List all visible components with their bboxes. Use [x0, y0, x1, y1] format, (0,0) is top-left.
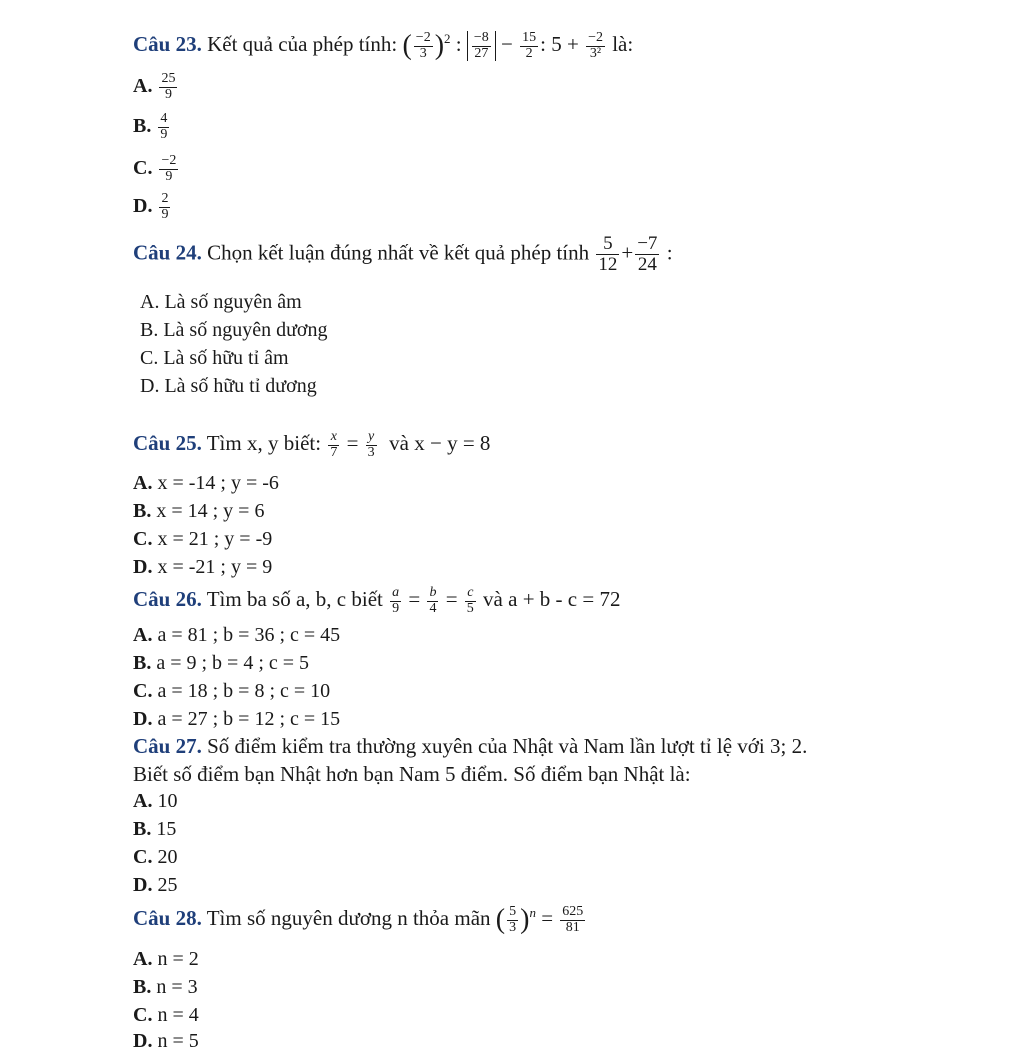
option-label: C. — [133, 156, 153, 179]
question-28 — [133, 904, 587, 936]
fraction-625-over-81: $\frac{625}{81}$ — [562, 903, 584, 935]
close-paren: ) — [520, 904, 530, 935]
option-label: D. — [133, 556, 153, 578]
q23-option-a[interactable] — [133, 72, 179, 102]
option-fraction: $\frac{25}{9}$ — [161, 71, 176, 102]
option-label: B. — [133, 818, 152, 840]
q24-option-a[interactable]: A. Là số nguyên âm — [140, 291, 302, 313]
q24-option-b[interactable]: B. Là số nguyên dương — [140, 319, 328, 341]
option-label: D. — [133, 708, 153, 730]
option-fraction: $\frac{2}{9}$ — [161, 191, 169, 222]
equals-sign: = — [408, 587, 421, 611]
option-label: A. — [133, 472, 153, 494]
q25-option-c[interactable] — [133, 528, 272, 551]
question-26 — [133, 586, 620, 616]
option-fraction: $\frac{-2}{9}$ — [161, 153, 177, 184]
question-23-text: Kết quả của phép tính: — [207, 31, 398, 56]
question-27 — [133, 734, 807, 759]
option-text: n = 4 — [157, 1004, 199, 1026]
q27-option-b[interactable] — [133, 818, 176, 841]
question-24 — [133, 234, 673, 275]
open-paren: ( — [495, 904, 506, 935]
option-label: C. — [133, 528, 153, 550]
q25-option-d[interactable] — [133, 556, 272, 579]
question-25-tail: và x − y = 8 — [389, 431, 491, 455]
question-28-text: Tìm số nguyên dương n thỏa mãn — [206, 905, 491, 930]
question-23-tail: là: — [612, 31, 634, 56]
fraction-c-over-5: $\frac{c}{5}$ — [466, 585, 474, 616]
fraction-minus2-over-3: $\frac{-2}{3}$ — [415, 29, 431, 61]
fraction-minus8-over-27: $\frac{-8}{27}$ — [473, 29, 489, 61]
question-26-number: Câu 26. — [133, 587, 202, 611]
fraction-minus2-over-3sq: $\frac{-2}{\text{3²}}$ — [588, 29, 603, 61]
question-26-tail: và a + b - c = 72 — [483, 587, 621, 611]
option-fraction: $\frac{4}{9}$ — [160, 111, 168, 142]
question-25-number: Câu 25. — [133, 431, 202, 455]
fraction-b-over-4: $\frac{b}{4}$ — [429, 585, 437, 616]
question-24-number: Câu 24. — [133, 240, 202, 265]
question-25-text: Tìm x, y biết: — [206, 431, 322, 455]
q23-option-c[interactable] — [133, 154, 180, 184]
minus-sign: − — [501, 31, 513, 56]
q28-option-b[interactable] — [133, 976, 198, 999]
fraction-a-over-9: $\frac{a}{9}$ — [392, 585, 400, 616]
question-27-line-2: Biết số điểm bạn Nhật hơn bạn Nam 5 điểm. Số điểm bạn Nhật là: — [133, 762, 691, 786]
equals-sign: = — [445, 587, 458, 611]
option-label: B. — [133, 500, 152, 522]
option-label: A. — [133, 624, 153, 646]
option-text: a = 81 ; b = 36 ; c = 45 — [157, 624, 341, 646]
q23-option-d[interactable] — [133, 192, 172, 222]
question-23-number: Câu 23. — [133, 31, 202, 56]
option-text: n = 5 — [157, 1030, 199, 1052]
exponent-n: n — [529, 904, 536, 920]
option-label: B. — [133, 114, 152, 137]
option-text: 10 — [157, 790, 178, 812]
q28-option-d[interactable] — [133, 1030, 199, 1053]
plus-sign: + — [621, 240, 634, 265]
question-24-tail: : — [666, 240, 673, 265]
option-label: C. — [133, 846, 153, 868]
fraction-x-over-7: $\frac{x}{7}$ — [330, 429, 338, 460]
close-paren: ) — [434, 30, 445, 61]
q27-option-d[interactable] — [133, 874, 177, 897]
equals-sign: = — [541, 905, 554, 930]
option-text: n = 3 — [156, 976, 198, 998]
question-27-line-1: Số điểm kiểm tra thường xuyên của Nhật và Nam lần lượt tỉ lệ với 3; 2. — [207, 734, 808, 758]
option-label: B. — [133, 652, 152, 674]
option-text: a = 9 ; b = 4 ; c = 5 — [156, 652, 310, 674]
fraction-y-over-3: $\frac{y}{3}$ — [367, 429, 375, 460]
q26-option-b[interactable] — [133, 652, 309, 675]
option-text: n = 2 — [157, 948, 199, 970]
equals-sign: = — [346, 431, 359, 455]
option-label: C. — [133, 680, 153, 702]
q28-option-a[interactable] — [133, 948, 199, 971]
question-28-number: Câu 28. — [133, 905, 202, 930]
q25-option-a[interactable] — [133, 472, 279, 495]
absolute-value — [467, 31, 496, 61]
open-paren: ( — [402, 30, 412, 61]
option-text: a = 27 ; b = 12 ; c = 15 — [157, 708, 341, 730]
q25-option-b[interactable] — [133, 500, 264, 523]
option-text: 15 — [156, 818, 177, 840]
option-label: D. — [133, 194, 153, 217]
option-text: x = 14 ; y = 6 — [156, 500, 265, 522]
option-text: x = -21 ; y = 9 — [157, 556, 273, 578]
option-label: D. — [133, 1030, 153, 1052]
question-25 — [133, 430, 490, 460]
q26-option-d[interactable] — [133, 708, 340, 731]
option-label: A. — [133, 948, 153, 970]
question-27-number: Câu 27. — [133, 734, 202, 758]
q27-option-c[interactable] — [133, 846, 177, 869]
option-text: x = 21 ; y = -9 — [157, 528, 273, 550]
option-text: 25 — [157, 874, 178, 896]
q23-option-b[interactable] — [133, 112, 171, 142]
option-text: x = -14 ; y = -6 — [157, 472, 279, 494]
exponent: 2 — [444, 30, 451, 46]
divide-5-plus: : 5 + — [540, 31, 579, 56]
question-26-text: Tìm ba số a, b, c biết — [206, 587, 383, 611]
option-label: C. — [133, 1004, 153, 1026]
option-label: D. — [133, 874, 153, 896]
q24-option-c[interactable]: C. Là số hữu tỉ âm — [140, 347, 289, 369]
option-text: 20 — [157, 846, 178, 868]
q28-option-c[interactable] — [133, 1004, 199, 1027]
q26-option-c[interactable] — [133, 680, 330, 703]
question-23 — [133, 30, 633, 62]
option-label: B. — [133, 976, 152, 998]
option-text: a = 18 ; b = 8 ; c = 10 — [157, 680, 331, 702]
option-label: A. — [133, 790, 153, 812]
colon: : — [455, 31, 462, 56]
fraction-5-over-12: $\frac{5}{12}$ — [598, 233, 618, 275]
q26-option-a[interactable] — [133, 624, 340, 647]
fraction-5-over-3: $\frac{5}{3}$ — [509, 903, 517, 935]
q27-option-a[interactable] — [133, 790, 177, 813]
option-label: A. — [133, 74, 153, 97]
fraction-15-over-2: $\frac{15}{2}$ — [522, 29, 537, 61]
question-24-text: Chọn kết luận đúng nhất về kết quả phép tính — [207, 240, 590, 265]
fraction-minus7-over-24: $\frac{-7}{24}$ — [637, 233, 658, 275]
q24-option-d[interactable]: D. Là số hữu tỉ dương — [140, 375, 317, 397]
